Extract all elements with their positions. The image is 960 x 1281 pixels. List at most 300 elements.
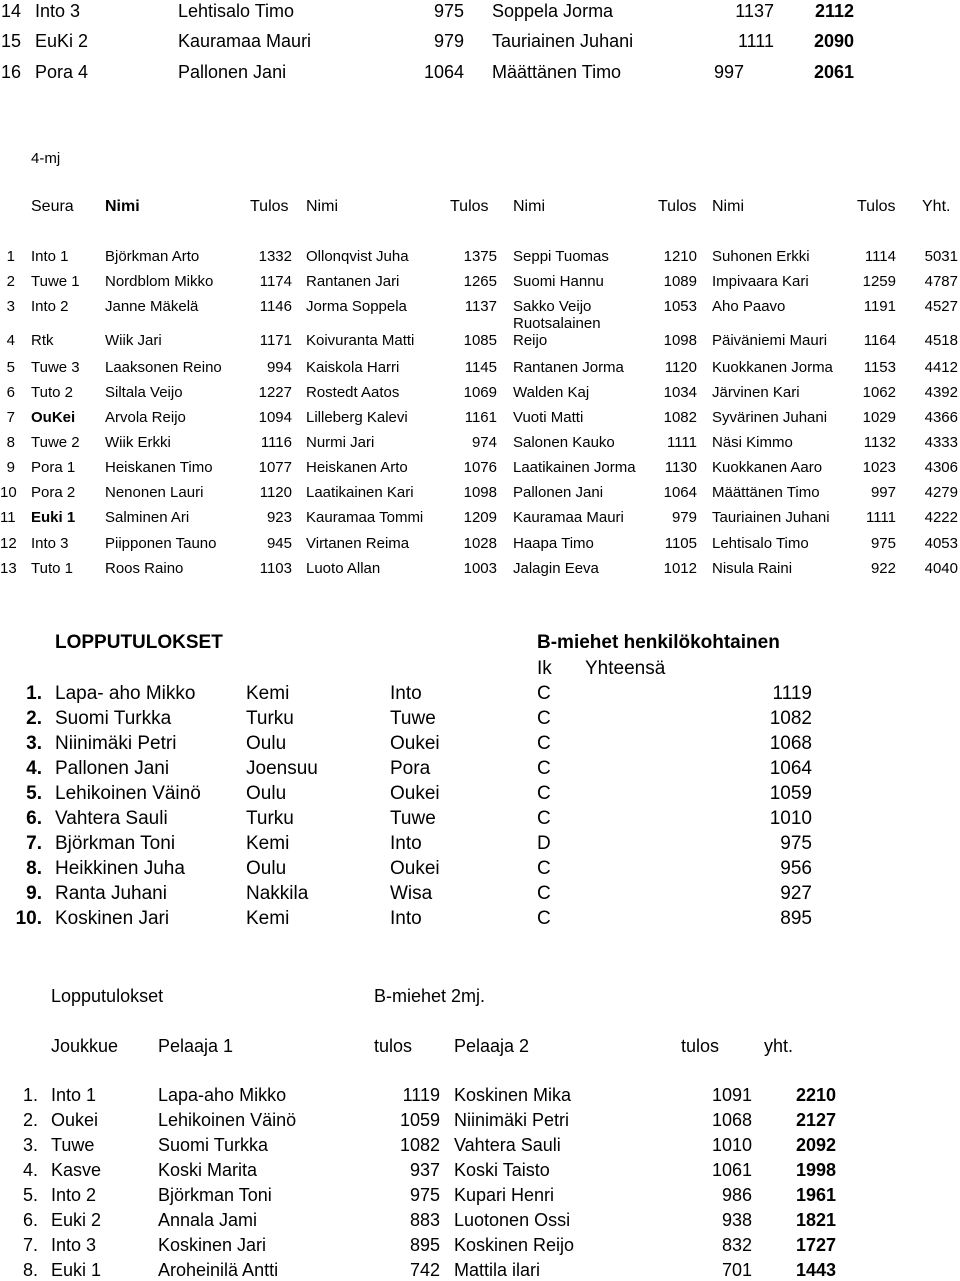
player-2: Laatikainen Kari (306, 484, 414, 501)
rank: 8 (6, 434, 15, 451)
team: Tuwe (51, 1135, 95, 1155)
total: 4333 (924, 434, 958, 451)
header-ik: Ik (537, 658, 552, 679)
player-1: Pallonen Jani (178, 62, 287, 82)
player-4: Kuokkanen Aaro (712, 459, 823, 476)
player-1: Salminen Ari (105, 509, 190, 526)
score-2: 986 (721, 1185, 752, 1205)
city: Oulu (246, 733, 287, 754)
section-title: LOPPUTULOKSET (55, 632, 223, 653)
score-1: 1119 (402, 1085, 440, 1105)
total: 4527 (924, 298, 958, 315)
rank: 2. (23, 1110, 39, 1130)
rank: 5. (23, 1185, 39, 1205)
section-subtitle: B-miehet 2mj. (374, 986, 486, 1006)
player-4: Syvärinen Juhani (712, 409, 828, 426)
rank: 1 (6, 248, 15, 265)
player-3: Seppi Tuomas (513, 248, 609, 265)
rank: 7 (6, 409, 15, 426)
player-2: Kupari Henri (454, 1185, 555, 1205)
total: 1068 (769, 733, 812, 754)
header-score-2: Tulos (450, 198, 489, 215)
city: Joensuu (246, 758, 318, 779)
score-3: 1064 (663, 484, 697, 501)
player-2: Luoto Allan (306, 560, 381, 577)
player-name: Koskinen Jari (55, 908, 170, 929)
club: Oukei (390, 783, 440, 804)
score-1: 1103 (259, 560, 292, 577)
player-2: Rostedt Aatos (306, 384, 400, 401)
team: Euki 1 (51, 1260, 102, 1280)
player-2: Määttänen Timo (492, 62, 622, 82)
player-name: Lapa- aho Mikko (55, 683, 196, 704)
club: Oukei (390, 733, 440, 754)
rank: 5. (26, 783, 42, 804)
player-2: Koskinen Mika (454, 1085, 572, 1105)
score-3: 1210 (663, 248, 697, 265)
class: C (537, 758, 551, 779)
total: 895 (780, 908, 812, 929)
section-title: 4-mj (31, 150, 61, 167)
score-1: 923 (266, 509, 292, 526)
score-3: 1034 (663, 384, 697, 401)
class: C (537, 858, 551, 879)
score-2: 1145 (464, 359, 497, 376)
player-4: Nisula Raini (712, 560, 793, 577)
score-1: 979 (433, 31, 464, 51)
class: C (537, 808, 551, 829)
score-1: 742 (409, 1260, 440, 1280)
total: 1821 (795, 1210, 836, 1230)
score-2: 1209 (463, 509, 497, 526)
team: Into 3 (51, 1235, 97, 1255)
player-1: Lehikoinen Väinö (158, 1110, 297, 1130)
total: 1998 (795, 1160, 836, 1180)
player-4: Suhonen Erkki (712, 248, 810, 265)
total: 2092 (795, 1135, 836, 1155)
total: 975 (780, 833, 812, 854)
player-4: Järvinen Kari (712, 384, 800, 401)
city: Turku (246, 708, 294, 729)
player-1: Nordblom Mikko (105, 273, 214, 290)
score-3: 1089 (663, 273, 697, 290)
score-4: 1153 (863, 359, 896, 376)
score-4: 1062 (862, 384, 896, 401)
rank: 3. (26, 733, 42, 754)
player-2: Kauramaa Tommi (306, 509, 424, 526)
total: 2090 (813, 31, 854, 51)
rank: 12 (0, 535, 17, 552)
player-name: Heikkinen Juha (55, 858, 185, 879)
player-4: Impivaara Kari (712, 273, 809, 290)
score-2: 1161 (464, 409, 497, 426)
player-2: Koskinen Reijo (454, 1235, 575, 1255)
score-1: 1120 (259, 484, 292, 501)
header-score-1: tulos (374, 1036, 413, 1056)
player-1: Koskinen Jari (158, 1235, 267, 1255)
club: Into (390, 833, 422, 854)
score-2: 832 (721, 1235, 752, 1255)
header-name-1: Nimi (105, 198, 140, 215)
player-name: Pallonen Jani (55, 758, 170, 779)
player-1: Aroheinilä Antti (158, 1260, 279, 1280)
score-1: 1116 (260, 434, 292, 451)
player-2: Ollonqvist Juha (306, 248, 409, 265)
team: Into 2 (31, 298, 69, 315)
player-4: Tauriainen Juhani (712, 509, 830, 526)
score-2: 1265 (463, 273, 497, 290)
class: C (537, 783, 551, 804)
score-1: 1171 (259, 332, 292, 349)
total: 1119 (772, 683, 812, 704)
team: Pora 4 (35, 62, 89, 82)
player-3: Jalagin Eeva (513, 560, 599, 577)
score-4: 1259 (862, 273, 896, 290)
player-1: Arvola Reijo (105, 409, 186, 426)
header-score-3: Tulos (658, 198, 697, 215)
player-4: Määttänen Timo (712, 484, 820, 501)
team: Tuto 1 (31, 560, 73, 577)
total: 2112 (814, 1, 854, 21)
header-player-2: Pelaaja 2 (454, 1036, 530, 1056)
rank: 6 (6, 384, 15, 401)
header-player-1: Pelaaja 1 (158, 1036, 234, 1056)
player-2: Tauriainen Juhani (492, 31, 634, 51)
city: Oulu (246, 783, 287, 804)
rank: 16 (1, 62, 22, 82)
total: 4053 (924, 535, 958, 552)
score-3: 1012 (663, 560, 697, 577)
player-2: Koski Taisto (454, 1160, 550, 1180)
player-1: Roos Raino (105, 560, 184, 577)
club: Tuwe (390, 708, 436, 729)
player-2: Kaiskola Harri (306, 359, 400, 376)
player-name: Niinimäki Petri (55, 733, 177, 754)
player-name: Lehikoinen Väinö (55, 783, 201, 804)
team: Into 1 (31, 248, 69, 265)
rank: 13 (0, 560, 17, 577)
score-1: 1064 (423, 62, 464, 82)
rank: 10. (15, 908, 42, 929)
club: Oukei (390, 858, 440, 879)
score-2: 1003 (463, 560, 497, 577)
score-4: 1132 (863, 434, 896, 451)
team: Pora 2 (31, 484, 76, 501)
player-2: Luotonen Ossi (454, 1210, 571, 1230)
rank: 8. (23, 1260, 39, 1280)
score-2: 1010 (711, 1135, 752, 1155)
rank: 7. (26, 833, 42, 854)
club: Wisa (390, 883, 433, 904)
player-2: Mattila ilari (454, 1260, 541, 1280)
rank: 11 (0, 509, 16, 526)
player-3: Laatikainen Jorma (513, 459, 636, 476)
player-1: Siltala Veijo (105, 384, 183, 401)
header-name-4: Nimi (712, 198, 744, 215)
score-1: 1332 (258, 248, 292, 265)
score-2: 1085 (463, 332, 497, 349)
score-1: 1077 (258, 459, 292, 476)
team: Tuto 2 (31, 384, 73, 401)
score-2: 1098 (463, 484, 497, 501)
total: 4787 (924, 273, 958, 290)
club: Tuwe (390, 808, 436, 829)
score-2: 1069 (463, 384, 497, 401)
class: C (537, 733, 551, 754)
team: Into 1 (51, 1085, 97, 1105)
score-2: 1068 (711, 1110, 752, 1130)
score-4: 997 (870, 484, 896, 501)
score-2: 1091 (711, 1085, 752, 1105)
player-1: Nenonen Lauri (105, 484, 204, 501)
player-name: Vahtera Sauli (55, 808, 168, 829)
team: Tuwe 3 (31, 359, 80, 376)
player-3: Kauramaa Mauri (513, 509, 624, 526)
class: C (537, 683, 551, 704)
score-2: 997 (713, 62, 744, 82)
score-4: 975 (870, 535, 896, 552)
player-4: Kuokkanen Jorma (712, 359, 833, 376)
player-3: Salonen Kauko (513, 434, 615, 451)
score-1: 1059 (399, 1110, 440, 1130)
player-2: Virtanen Reima (306, 535, 410, 552)
score-4: 1164 (863, 332, 896, 349)
total: 4366 (924, 409, 958, 426)
player-3: Rantanen Jorma (513, 359, 624, 376)
player-2: Koivuranta Matti (306, 332, 415, 349)
player-4: Aho Paavo (712, 298, 786, 315)
header-name-3: Nimi (513, 198, 545, 215)
player-2: Lilleberg Kalevi (306, 409, 408, 426)
score-3: 1053 (663, 298, 697, 315)
rank: 9. (26, 883, 42, 904)
total: 4518 (924, 332, 958, 349)
header-score-4: Tulos (857, 198, 896, 215)
team: Oukei (51, 1110, 99, 1130)
score-1: 1227 (258, 384, 292, 401)
score-1: 883 (409, 1210, 440, 1230)
score-2: 1137 (464, 298, 497, 315)
score-2: 1076 (463, 459, 497, 476)
player-1: Wiik Erkki (105, 434, 171, 451)
city: Kemi (246, 833, 290, 854)
player-3: Vuoti Matti (513, 409, 584, 426)
rank: 4. (23, 1160, 39, 1180)
team: Into 2 (51, 1185, 97, 1205)
player-1: Lehtisalo Timo (178, 1, 295, 21)
header-name-2: Nimi (306, 198, 338, 215)
total: 4392 (924, 384, 958, 401)
score-1: 994 (266, 359, 292, 376)
score-1: 937 (409, 1160, 440, 1180)
header-total: Yhteensä (585, 658, 666, 679)
score-1: 975 (433, 1, 464, 21)
team: Euki 2 (51, 1210, 102, 1230)
team: Tuwe 1 (31, 273, 80, 290)
class: C (537, 908, 551, 929)
player-2: Vahtera Sauli (454, 1135, 561, 1155)
player-2: Soppela Jorma (492, 1, 614, 21)
total: 4222 (924, 509, 958, 526)
player-1: Piipponen Tauno (105, 535, 217, 552)
player-4: Päiväniemi Mauri (712, 332, 828, 349)
player-name: Björkman Toni (55, 833, 176, 854)
player-1: Wiik Jari (105, 332, 162, 349)
rank: 4 (6, 332, 15, 349)
player-2: Nurmi Jari (306, 434, 375, 451)
player-1: Björkman Toni (158, 1185, 272, 1205)
rank: 3. (23, 1135, 39, 1155)
total: 2061 (813, 62, 854, 82)
score-1: 1094 (258, 409, 292, 426)
rank: 3 (6, 298, 15, 315)
class: D (537, 833, 551, 854)
total: 5031 (924, 248, 958, 265)
total: 4040 (924, 560, 958, 577)
class: C (537, 708, 551, 729)
score-1: 1082 (399, 1135, 440, 1155)
player-3: Suomi Hannu (513, 273, 604, 290)
score-2: 1028 (463, 535, 497, 552)
player-2: Heiskanen Arto (306, 459, 408, 476)
player-3: Pallonen Jani (513, 484, 604, 501)
player-1: Heiskanen Timo (105, 459, 213, 476)
team: Kasve (51, 1160, 102, 1180)
total: 1059 (769, 783, 812, 804)
player-3: Ruotsalainen Reijo (513, 315, 601, 349)
score-3: 1098 (663, 332, 697, 349)
score-3: 1082 (663, 409, 697, 426)
rank: 2. (26, 708, 42, 729)
total: 4306 (924, 459, 958, 476)
rank: 7. (23, 1235, 39, 1255)
player-name: Suomi Turkka (55, 708, 172, 729)
rank: 1. (23, 1085, 39, 1105)
rank: 14 (1, 1, 22, 21)
city: Oulu (246, 858, 287, 879)
score-3: 1120 (664, 359, 697, 376)
rank: 6. (23, 1210, 39, 1230)
total: 956 (780, 858, 812, 879)
city: Kemi (246, 908, 290, 929)
club: Into (390, 683, 422, 704)
score-4: 1191 (863, 298, 896, 315)
total: 1727 (795, 1235, 836, 1255)
score-1: 1146 (259, 298, 292, 315)
player-1: Kauramaa Mauri (178, 31, 312, 51)
total: 1064 (769, 758, 812, 779)
player-1: Janne Mäkelä (105, 298, 199, 315)
player-2: Niinimäki Petri (454, 1110, 570, 1130)
section-title: Lopputulokset (51, 986, 164, 1006)
header-score-1: Tulos (250, 198, 289, 215)
rank: 5 (6, 359, 15, 376)
class: C (537, 883, 551, 904)
player-1: Lapa-aho Mikko (158, 1085, 287, 1105)
total: 1082 (769, 708, 812, 729)
rank: 6. (26, 808, 42, 829)
score-2: 1137 (735, 1, 774, 21)
team: EuKi 2 (35, 31, 89, 51)
rank: 9 (6, 459, 15, 476)
total: 1443 (795, 1260, 836, 1280)
header-team: Joukkue (51, 1036, 119, 1056)
team: Rtk (31, 332, 54, 349)
player-1: Laaksonen Reino (105, 359, 222, 376)
score-1: 895 (409, 1235, 440, 1255)
team: Pora 1 (31, 459, 76, 476)
total: 927 (780, 883, 812, 904)
rank: 4. (26, 758, 42, 779)
team: Into 3 (35, 1, 81, 21)
club: Pora (390, 758, 431, 779)
score-2: 1375 (463, 248, 497, 265)
score-3: 1111 (666, 434, 697, 451)
player-name: Ranta Juhani (55, 883, 167, 904)
total: 1010 (769, 808, 812, 829)
total: 1961 (795, 1185, 836, 1205)
player-3: Haapa Timo (513, 535, 594, 552)
score-4: 1029 (862, 409, 896, 426)
section-subtitle: B-miehet henkilökohtainen (537, 632, 780, 653)
score-4: 1111 (865, 509, 896, 526)
score-2: 938 (721, 1210, 752, 1230)
player-1: Koski Marita (158, 1160, 258, 1180)
club: Into (390, 908, 422, 929)
player-2: Jorma Soppela (306, 298, 407, 315)
score-3: 1130 (664, 459, 697, 476)
score-2: 1061 (711, 1160, 752, 1180)
city: Turku (246, 808, 294, 829)
team: Euki 1 (31, 509, 76, 526)
header-total: Yht. (922, 198, 951, 215)
header-seura: Seura (31, 198, 74, 215)
score-1: 1174 (259, 273, 292, 290)
rank: 15 (1, 31, 22, 51)
team: Tuwe 2 (31, 434, 80, 451)
player-2: Rantanen Jari (306, 273, 400, 290)
rank: 1. (26, 683, 42, 704)
rank: 10 (0, 484, 17, 501)
city: Nakkila (246, 883, 309, 904)
score-4: 922 (870, 560, 896, 577)
city: Kemi (246, 683, 290, 704)
score-3: 979 (671, 509, 697, 526)
score-2: 701 (721, 1260, 752, 1280)
total: 2210 (795, 1085, 836, 1105)
player-4: Näsi Kimmo (712, 434, 793, 451)
score-1: 975 (409, 1185, 440, 1205)
total: 4279 (924, 484, 958, 501)
score-4: 1023 (862, 459, 896, 476)
rank: 2 (6, 273, 15, 290)
player-3: Sakko Veijo (513, 298, 592, 315)
total: 4412 (924, 359, 958, 376)
player-4: Lehtisalo Timo (712, 535, 809, 552)
score-2: 974 (471, 434, 497, 451)
player-1: Björkman Arto (105, 248, 200, 265)
score-1: 945 (266, 535, 292, 552)
player-1: Suomi Turkka (158, 1135, 269, 1155)
player-3: Walden Kaj (513, 384, 590, 401)
player-1: Annala Jami (158, 1210, 258, 1230)
rank: 8. (26, 858, 42, 879)
team: OuKei (31, 409, 76, 426)
score-4: 1114 (864, 248, 896, 265)
team: Into 3 (31, 535, 69, 552)
score-2: 1111 (737, 31, 774, 51)
header-total: yht. (764, 1036, 794, 1056)
